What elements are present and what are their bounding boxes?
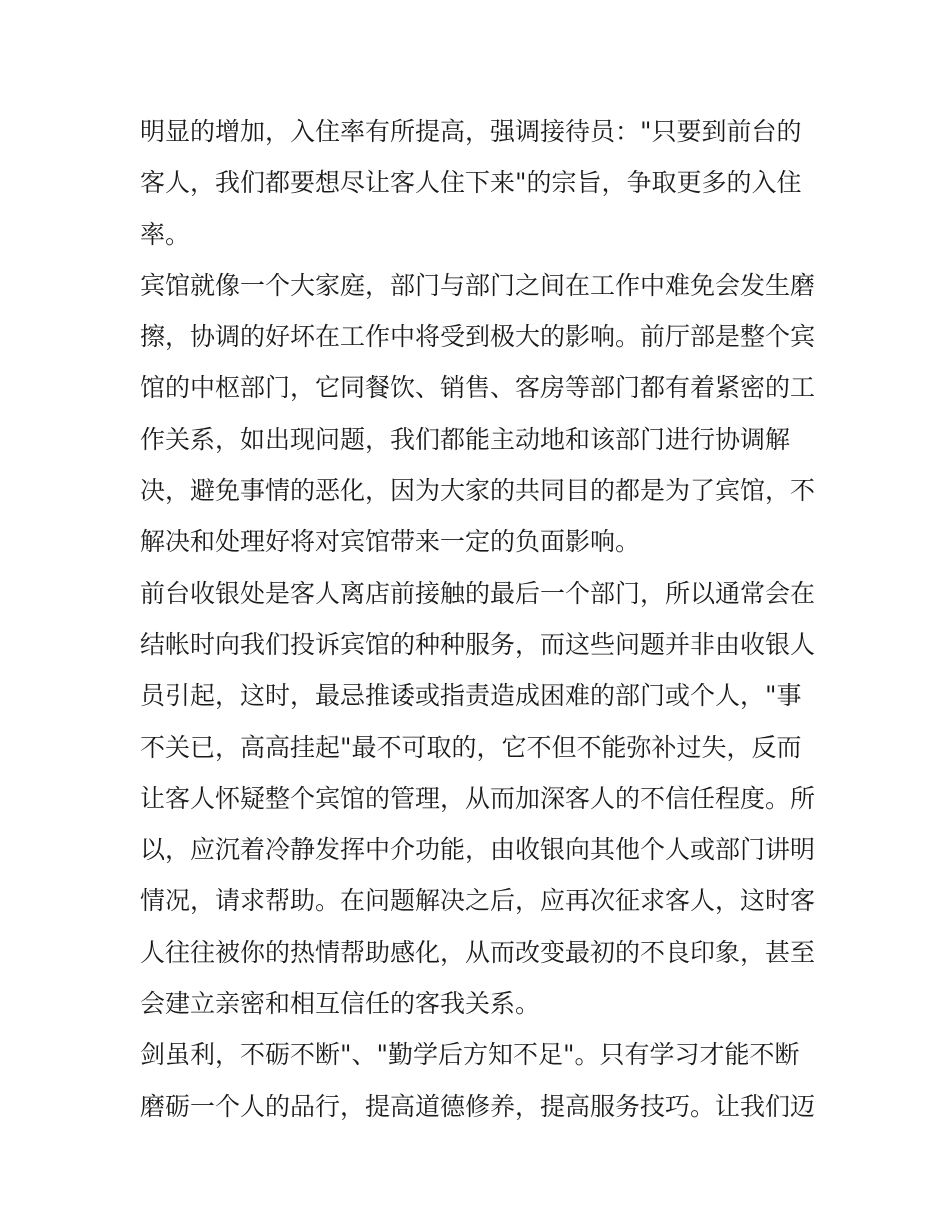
text-line-13: 不关已，高高挂起"最不可取的，它不但不能弥补过失，反而	[140, 732, 802, 762]
text-line-17: 人往往被你的热情帮助感化，从而改变最初的不良印象，甚至	[140, 937, 816, 967]
text-line-7: 作关系，如出现问题，我们都能主动地和该部门进行协调解	[140, 424, 791, 454]
text-line-9: 解决和处理好将对宾馆带来一定的负面影响。	[140, 527, 641, 557]
body-text	[140, 106, 820, 1132]
text-line-12: 员引起，这时，最忌推诿或指责造成困难的部门或个人，"事	[140, 681, 802, 711]
text-line-20: 磨砺一个人的品行，提高道德修养，提高服务技巧。让我们迈	[140, 1091, 816, 1121]
text-line-14: 让客人怀疑整个宾馆的管理，从而加深客人的不信任程度。所	[140, 783, 816, 813]
text-line-2: 客人，我们都要想尽让客人住下来"的宗旨，争取更多的入住	[140, 168, 802, 198]
text-line-4: 宾馆就像一个大家庭，部门与部门之间在工作中难免会发生磨	[140, 270, 816, 300]
text-line-1: 明显的增加，入住率有所提高，强调接待员："只要到前台的	[140, 117, 802, 146]
text-line-5: 擦，协调的好坏在工作中将受到极大的影响。前厅部是整个宾	[140, 322, 816, 352]
text-line-8: 决，避免事情的恶化，因为大家的共同目的都是为了宾馆，不	[140, 476, 816, 506]
text-line-10: 前台收银处是客人离店前接触的最后一个部门，所以通常会在	[140, 578, 816, 608]
text-line-19: 剑虽利，不砺不断"、"勤学后方知不足"。只有学习才能不断	[140, 1040, 800, 1070]
text-line-6: 馆的中枢部门，它同餐饮、销售、客房等部门都有着紧密的工	[140, 373, 816, 403]
text-line-11: 结帐时向我们投诉宾馆的种种服务，而这些问题并非由收银人	[140, 629, 816, 659]
text-line-3: 率。	[140, 219, 191, 249]
text-line-16: 情况，请求帮助。在问题解决之后，应再次征求客人，这时客	[140, 886, 816, 916]
text-line-18: 会建立亲密和相互信任的客我关系。	[140, 989, 541, 1019]
text-line-15: 以，应沉着冷静发挥中介功能，由收银向其他个人或部门讲明	[140, 835, 816, 865]
